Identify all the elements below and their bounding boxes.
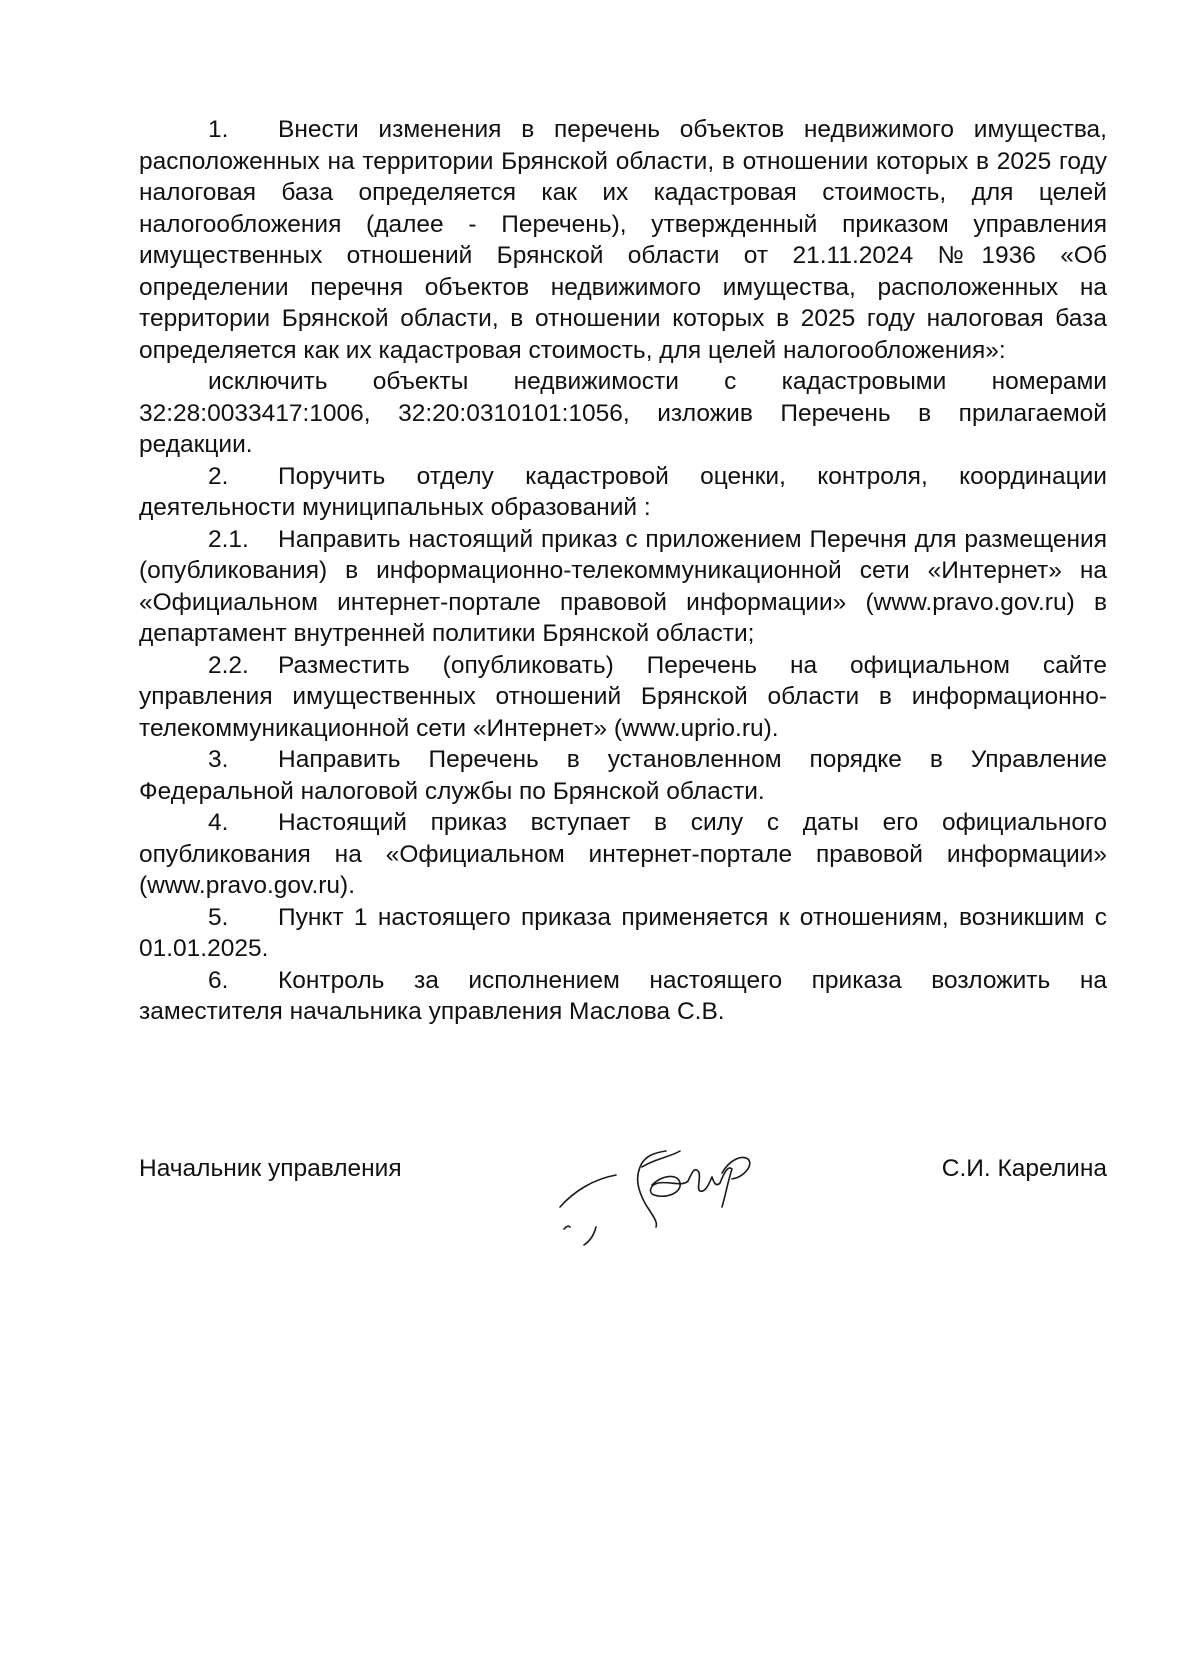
paragraph-text: Пункт 1 настоящего приказа применяется к отношениям, возникшим с 01.01.2025.	[139, 903, 1107, 962]
paragraph-text: Контроль за исполнением настоящего приказа возложить на заместителя начальника управления Маслова С.В.	[139, 966, 1107, 1025]
paragraph-number: 1.	[208, 116, 229, 143]
paragraph-text: Поручить отделу кадастровой оценки, контроля, координации деятельности муниципальных образований :	[139, 462, 1107, 521]
handwritten-signature-icon	[554, 1111, 774, 1251]
paragraph-1	[139, 114, 1107, 366]
paragraph-number: 4.	[208, 809, 229, 836]
paragraph-6	[139, 965, 1107, 1028]
paragraph-5	[139, 902, 1107, 965]
paragraph-number: 5.	[208, 903, 229, 931]
paragraph-2	[139, 461, 1107, 524]
signatory-position: Начальник управления	[139, 1155, 402, 1182]
paragraph-4	[139, 807, 1107, 902]
paragraph-text: исключить объекты недвижимости с кадастровыми номерами 32:28:0033417:1006, 32:20:0310101:1056, изложив Перечень в прилагаемой редакции.	[139, 368, 1107, 458]
paragraph-text: Внести изменения в перечень объектов недвижимого имущества, расположенных на территории Брянской области, в отношении которых в 2025 году налоговая база определяется как их кадастровая стоимость, для целей налогообложения (далее - Перечень), утвержденный приказом управления имущественных отношений Брянской области от 21.11.2024 №1936 «Об определении перечня объектов недвижимого имущества, расположенных на территории Брянской области, в отношении которых в 2025 году налоговая база определяется как их кадастровая стоимость, для целей налогообложения»:	[139, 116, 1107, 364]
signatory-name: С.И. Карелина	[941, 1155, 1107, 1182]
paragraph-number: 3.	[208, 746, 229, 773]
paragraph-2-2	[139, 650, 1107, 745]
paragraph-number: 2.2.	[208, 651, 249, 679]
paragraph-number: 2.1.	[208, 525, 249, 553]
paragraph-text: Направить настоящий приказ с приложением Перечня для размещения (опубликования) в информационно-телекоммуникационной сети «Интернет» на «Официальном интернет-портале правовой информации» (www.pravo.gov.ru) в департамент внутренней политики Брянской области;	[139, 525, 1107, 647]
paragraph-text: Направить Перечень в установленном порядке в Управление Федеральной налоговой службы по Брянской области.	[139, 746, 1107, 805]
paragraph-text: Настоящий приказ вступает в силу с даты его официального опубликования на «Официальном интернет-портале правовой информации» (www.pravo.gov.ru).	[139, 809, 1107, 899]
signature-block	[139, 1145, 1107, 1255]
paragraph-1-exclusion	[139, 366, 1107, 461]
paragraph-2-1	[139, 524, 1107, 650]
paragraph-text: Разместить (опубликовать) Перечень на официальном сайте управления имущественных отношений Брянской области в информационно-телекоммуникационной сети «Интернет» (www.uprio.ru).	[139, 651, 1107, 742]
paragraph-3	[139, 744, 1107, 807]
paragraph-number: 6.	[208, 966, 229, 994]
paragraph-number: 2.	[208, 462, 229, 490]
order-body	[139, 114, 1107, 1028]
